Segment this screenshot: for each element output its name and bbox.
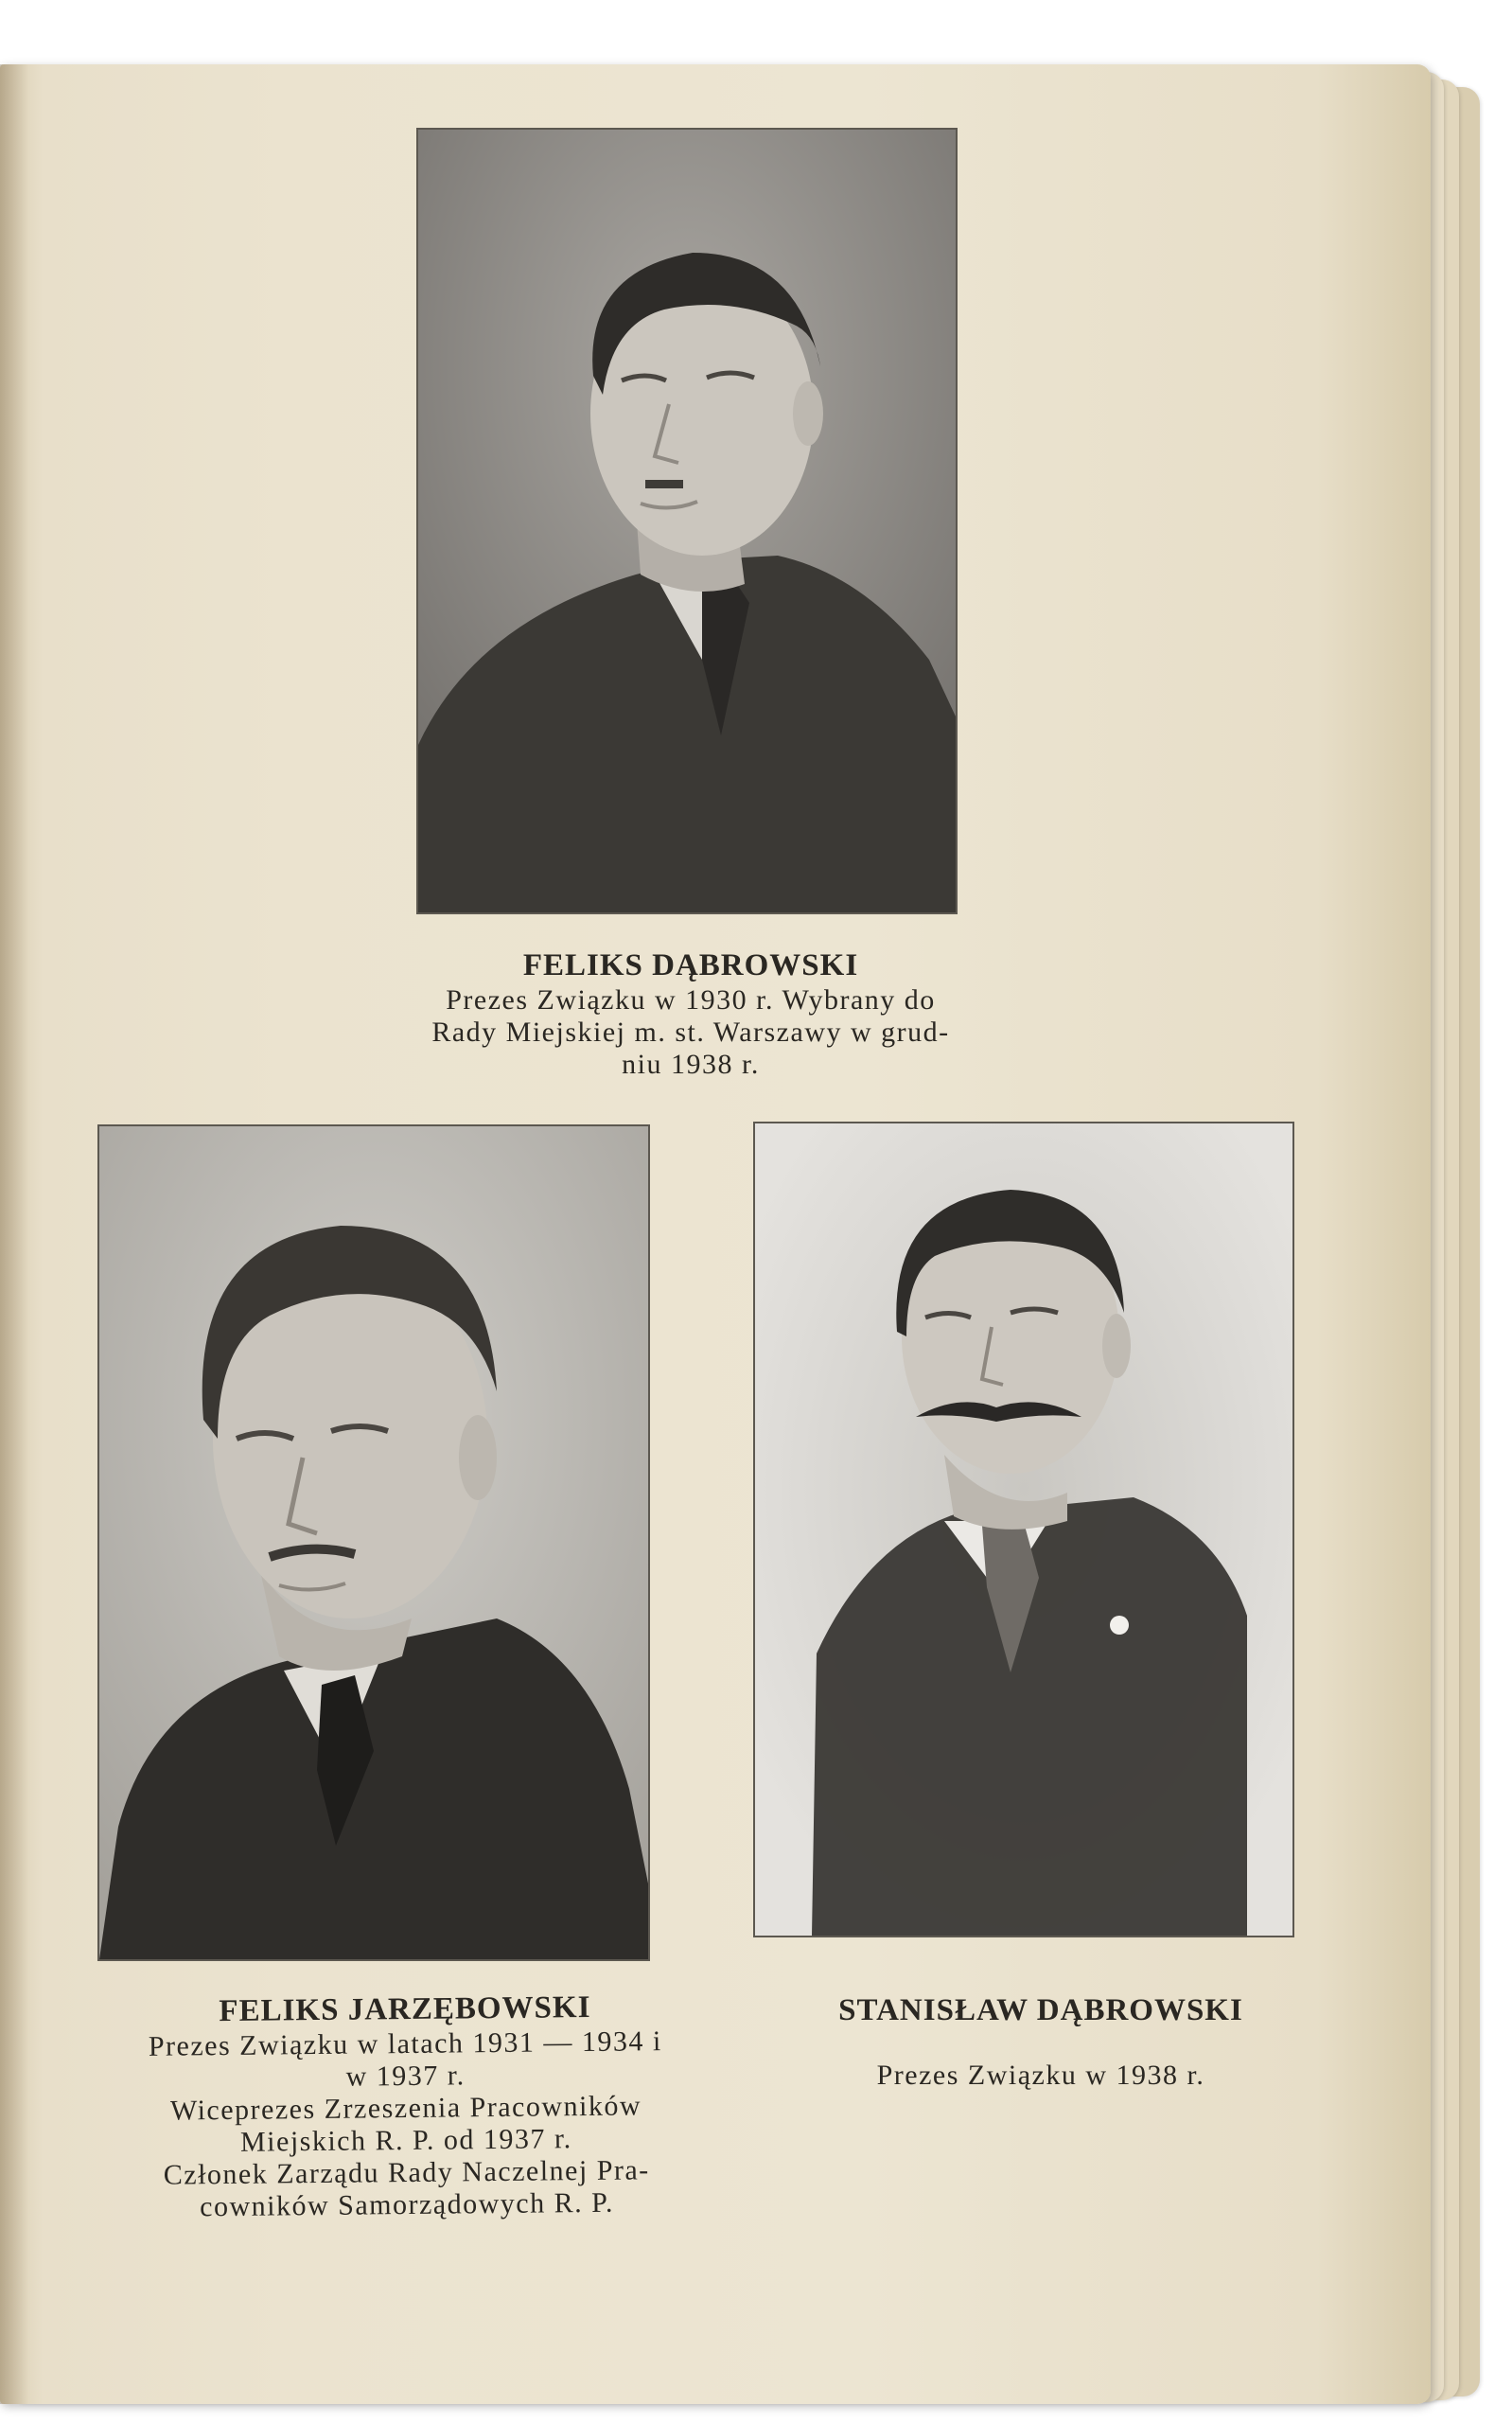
- caption-feliks-dabrowski: [341, 946, 1041, 1081]
- caption-line: Rady Miejskiej m. st. Warszawy w grud-: [431, 1017, 950, 1048]
- caption-line: Prezes Związku w 1938 r.: [876, 2060, 1205, 2091]
- portrait-name: STANISŁAW DĄBROWSKI: [838, 1993, 1243, 2027]
- caption-line: Miejskich R. P. od 1937 r.: [239, 2123, 572, 2158]
- portrait-photo-feliks-jarzebowski: [97, 1124, 650, 1961]
- spine-shadow: [0, 64, 28, 2404]
- portrait-name: FELIKS JARZĘBOWSKI: [219, 1990, 591, 2029]
- portrait-photo-stanislaw-dabrowski: [753, 1122, 1294, 1937]
- caption-line: w 1937 r.: [345, 2060, 466, 2093]
- caption-line: Członek Zarządu Rady Naczelnej Pra-: [163, 2154, 650, 2191]
- caption-line: Prezes Związku w 1930 r. Wybrany do: [446, 984, 936, 1016]
- portrait-illustration: [755, 1123, 1292, 1936]
- portrait-illustration: [99, 1126, 648, 1959]
- caption-stanislaw-dabrowski: [795, 1991, 1287, 2092]
- caption-line: niu 1938 r.: [622, 1049, 760, 1080]
- portrait-name: FELIKS DĄBROWSKI: [522, 948, 859, 982]
- caption-line: cowników Samorządowych R. P.: [200, 2186, 615, 2223]
- caption-line: Wiceprezes Zrzeszenia Pracowników: [169, 2090, 642, 2127]
- portrait-illustration: [418, 130, 956, 912]
- caption-line: Prezes Związku w latach 1931 — 1934 i: [148, 2025, 662, 2062]
- portrait-photo-feliks-dabrowski: [416, 128, 958, 914]
- caption-feliks-jarzebowski: [60, 1987, 753, 2225]
